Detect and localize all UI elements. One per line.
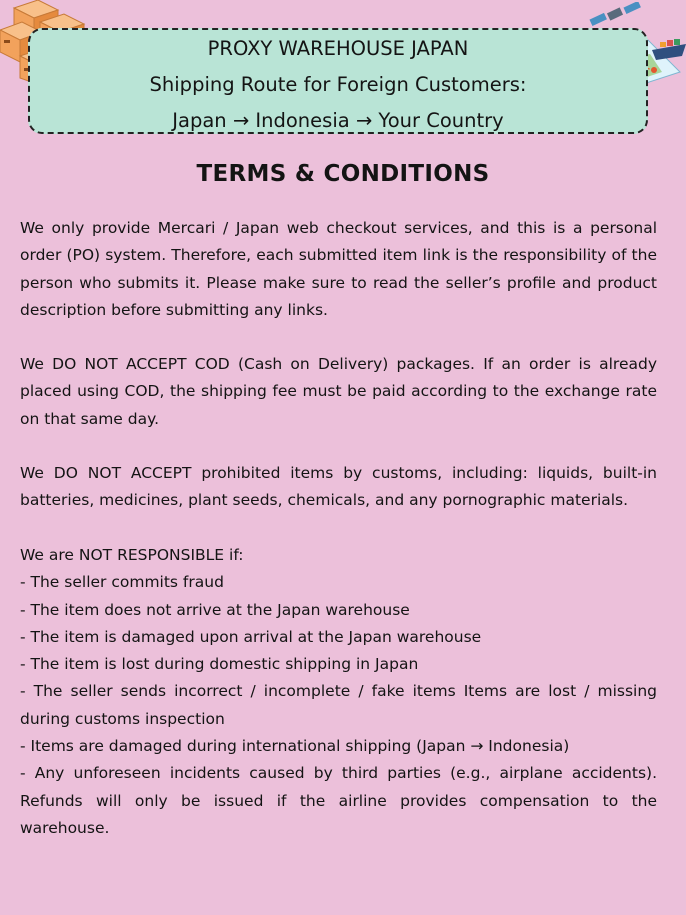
paragraph-checkout-service: We only provide Mercari / Japan web checkout services, and this is a personal order (PO) system. Therefore, each submitted item link is the responsibility of the person who submits it. Please make sure to read the seller’s profile and product description before submitting any links.	[20, 219, 657, 319]
list-item: - The item is lost during domestic shipping in Japan	[20, 655, 419, 674]
list-item: - The seller commits fraud	[20, 573, 224, 592]
not-responsible-heading: We are NOT RESPONSIBLE if:	[20, 546, 244, 564]
header-route-label: Shipping Route for Foreign Customers:	[149, 73, 527, 96]
page-title: TERMS & CONDITIONS	[196, 161, 490, 187]
list-item: - Items are damaged during international shipping (Japan → Indonesia)	[20, 737, 570, 756]
not-responsible-list	[20, 542, 657, 842]
list-item: - Any unforeseen incidents caused by third parties (e.g., airplane accidents). Refunds will only be issued if the airline provides compensation to the warehouse.	[20, 764, 657, 837]
satellite-icon	[589, 2, 640, 26]
cargo-ship-icon	[652, 39, 686, 60]
header-banner	[28, 28, 648, 134]
paragraph-prohibited-items: We DO NOT ACCEPT prohibited items by customs, including: liquids, built-in batteries, medicines, plant seeds, chemicals, and any pornographic materials.	[20, 464, 657, 510]
paragraph-cod-policy: We DO NOT ACCEPT COD (Cash on Delivery) packages. If an order is already placed using COD, the shipping fee must be paid according to the exchange rate on that same day.	[20, 355, 657, 428]
header-route: Japan → Indonesia → Your Country	[172, 109, 504, 132]
header-company-name: PROXY WAREHOUSE JAPAN	[207, 37, 469, 60]
list-item: - The item is damaged upon arrival at the Japan warehouse	[20, 627, 482, 646]
list-item: - The item does not arrive at the Japan warehouse	[20, 600, 410, 619]
list-item: - The seller sends incorrect / incomplete / fake items Items are lost / missing during customs inspection	[20, 682, 657, 728]
